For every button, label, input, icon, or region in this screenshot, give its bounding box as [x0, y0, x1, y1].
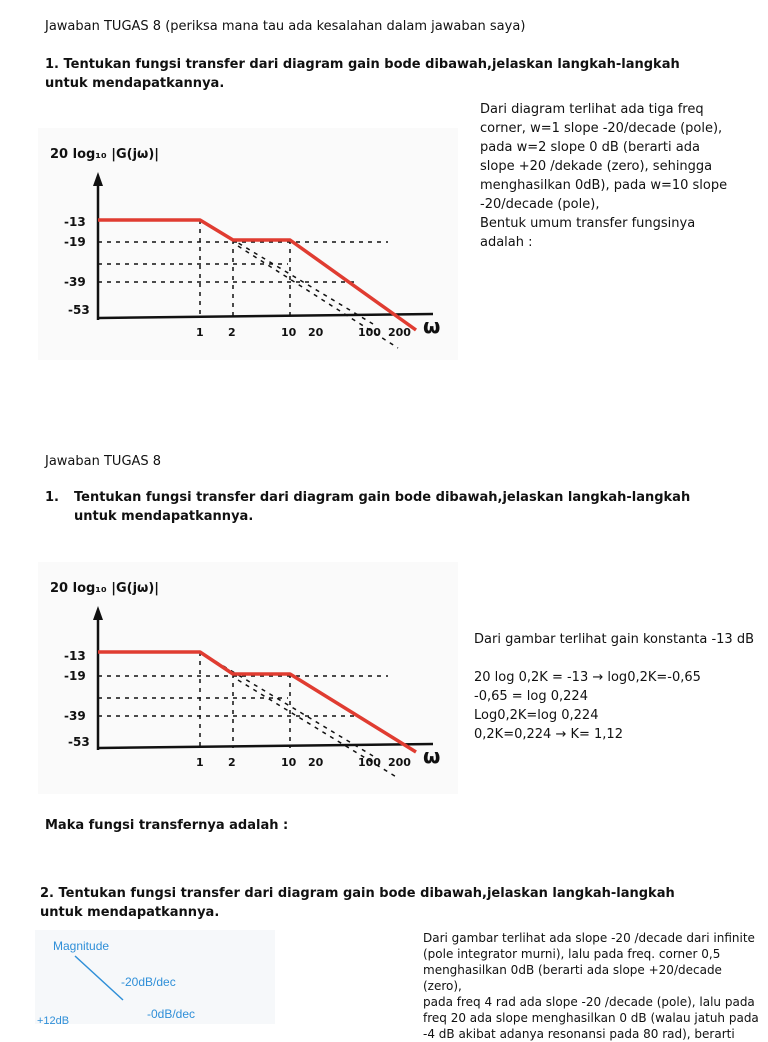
gain-note: Dari gambar terlihat gain konstanta -13 dB	[474, 632, 755, 647]
page2-question1-line1: Tentukan fungsi transfer dari diagram gain bode dibawah,jelaskan langkah-langkah	[74, 490, 691, 505]
svg-text:20: 20	[308, 326, 324, 339]
bode-plot-2	[38, 562, 458, 794]
svg-text:100: 100	[358, 756, 381, 769]
svg-text:1: 1	[196, 326, 204, 339]
svg-text:-13: -13	[64, 649, 86, 663]
slope-label-1: -20dB/dec	[121, 975, 176, 989]
svg-text:-19: -19	[64, 235, 86, 249]
slope-label-2: -0dB/dec	[147, 1007, 196, 1021]
page1-question1-line2: untuk mendapatkannya.	[45, 76, 225, 91]
svg-text:-53: -53	[68, 735, 90, 749]
svg-text:200: 200	[388, 326, 411, 339]
svg-text:200: 200	[388, 756, 411, 769]
page1-question1-line1: 1. Tentukan fungsi transfer dari diagram gain bode dibawah,jelaskan langkah-langkah	[45, 57, 680, 72]
bode-ylabel: 20 log₁₀ |G(jω)|	[50, 147, 160, 162]
page2-question2-line2: untuk mendapatkannya.	[40, 905, 220, 920]
magnitude-plot	[35, 930, 275, 1024]
svg-text:-13: -13	[64, 215, 86, 229]
page2-question1-line2: untuk mendapatkannya.	[74, 509, 254, 524]
page2-question1-num: 1.	[45, 490, 59, 505]
svg-text:20: 20	[308, 756, 324, 769]
page1-title: Jawaban TUGAS 8 (periksa mana tau ada kesalahan dalam jawaban saya)	[45, 19, 526, 34]
bode-plot-1	[38, 128, 458, 360]
ytick-12db: +12dB	[37, 1015, 70, 1024]
page2-title: Jawaban TUGAS 8	[45, 454, 162, 469]
svg-text:1: 1	[196, 756, 204, 769]
svg-text:2: 2	[228, 756, 236, 769]
svg-text:-53: -53	[68, 303, 90, 317]
svg-text:2: 2	[228, 326, 236, 339]
svg-text:-39: -39	[64, 709, 86, 723]
maka-label: Maka fungsi transfernya adalah :	[45, 818, 289, 833]
magnitude-title: Magnitude	[53, 939, 110, 953]
gain-calculation: 20 log 0,2K = -13 → log0,2K=-0,65 -0,65 = log 0,224 Log0,2K=log 0,224 0,2K=0,224 → K= 1,12	[474, 670, 701, 742]
svg-text:20 log₁₀ |G(jω)|: 20 log₁₀ |G(jω)|	[50, 581, 160, 596]
page1-explanation: Dari diagram terlihat ada tiga freq corner, w=1 slope -20/decade (pole), pada w=2 slope 0 dB (berarti ada slope +20 /dekade (zero), sehingga menghasilkan 0dB), pada w=10 slope -20/decade (pole), Bentuk umum transfer fungsinya adalah :	[480, 102, 728, 250]
svg-text:10: 10	[281, 756, 297, 769]
svg-text:ω: ω	[423, 744, 441, 768]
svg-text:ω: ω	[423, 314, 441, 338]
page2-question2-line1: 2. Tentukan fungsi transfer dari diagram gain bode dibawah,jelaskan langkah-langkah	[40, 886, 675, 901]
svg-text:-39: -39	[64, 275, 86, 289]
q2-explanation: Dari gambar terlihat ada slope -20 /decade dari infinite (pole integrator murni), lalu pada freq. corner 0,5 menghasilkan 0dB (berarti ada slope +20/decade (zero), pada freq 4 rad ada slope -20 /decade (pole), lalu pada freq 20 ada slope menghasilkan 0 dB (walau jatuh pada -4 dB akibat adanya resonansi pada 80 rad), berarti	[423, 931, 759, 1041]
svg-text:100: 100	[358, 326, 381, 339]
svg-text:10: 10	[281, 326, 297, 339]
svg-text:-19: -19	[64, 669, 86, 683]
